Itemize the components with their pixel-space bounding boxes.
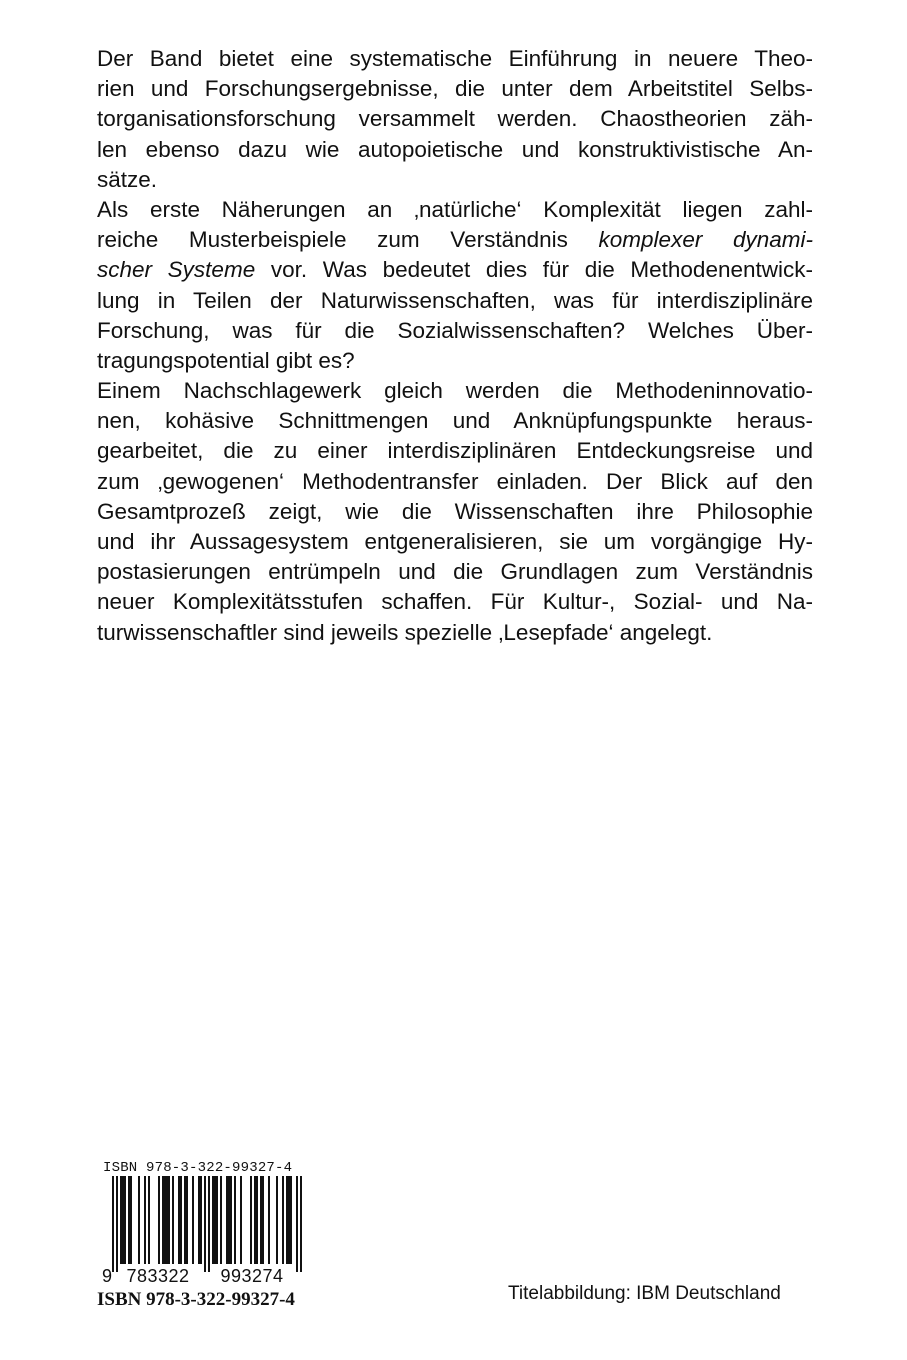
cover-image-credit: Titelabbildung: IBM Deutschland [508,1283,781,1304]
description-italic-phrase: scher Systeme [97,257,256,283]
description-line: nen, kohäsive Schnittmengen und Anknüpfungspunkte heraus- [97,408,813,434]
barcode-bar [172,1176,174,1264]
barcode-bar [262,1176,264,1264]
barcode-bar [144,1176,146,1264]
description-line: lung in Teilen der Naturwissenschaften, was für interdisziplinäre [97,287,813,313]
barcode-bar [130,1176,132,1264]
description-line: sätze. [97,166,158,192]
ean-barcode [98,1176,310,1286]
barcode-bar [276,1176,278,1264]
barcode-bar [282,1176,284,1264]
barcode-bar [124,1176,126,1264]
description-line [97,255,813,285]
barcode-bar [214,1176,216,1264]
barcode-bar [192,1176,194,1264]
description-line: gearbeitet, die zu einer interdisziplinären Entdeckungsreise und [97,438,813,464]
description-line: rien und Forschungsergebnisse, die unter dem Arbeitstitel Selbs- [97,76,813,102]
barcode-bar [120,1176,122,1264]
barcode-bar [290,1176,292,1264]
description-line: torganisationsforschung versammelt werden. Chaostheorien zäh- [97,106,813,132]
description-line: neuer Komplexitätsstufen schaffen. Für Kultur-, Sozial- und Na- [97,589,813,615]
barcode-bar [178,1176,180,1264]
description-line: tragungspotential gibt es? [97,347,355,373]
barcode-bar [286,1176,288,1264]
barcode-bar [240,1176,242,1264]
barcode-bar [296,1176,298,1272]
barcode-bar [158,1176,160,1264]
barcode-isbn-label: ISBN 978-3-322-99327-4 [103,1160,293,1176]
description-line: Gesamtprozeß zeigt, wie die Wissenschaften ihre Philosophie [97,498,813,524]
description-line: Einem Nachschlagewerk gleich werden die Methodeninnovatio- [97,378,813,404]
description-line: und ihr Aussagesystem entgeneralisieren, sie um vorgängige Hy- [97,529,813,554]
barcode-bar [112,1176,114,1272]
isbn-number: ISBN 978-3-322-99327-4 [97,1289,295,1310]
barcode-bar [128,1176,130,1264]
barcode-bar [208,1176,210,1272]
barcode-bar [212,1176,214,1264]
description-line: zum ‚gewogenen‘ Methodentransfer einladen. Der Blick auf den [97,468,813,494]
barcode-bar [256,1176,258,1264]
barcode-bar [184,1176,186,1264]
description-line: turwissenschaftler sind jeweils spezielle ‚Lesepfade‘ angelegt. [97,619,713,645]
barcode-right-digits: 993274 [220,1266,284,1286]
description-line: len ebenso dazu wie autopoietische und konstruktivistische An- [97,136,813,162]
barcode-first-digit: 9 [102,1266,113,1286]
barcode-bar [226,1176,228,1264]
description-italic-phrase: komplexer dynami- [598,227,813,253]
description-line-segment: vor. Was bedeutet dies für die Methodenentwick- [255,257,813,283]
barcode-bar [254,1176,256,1264]
barcode-bar [268,1176,270,1264]
barcode-bar [288,1176,290,1264]
barcode-bar [180,1176,182,1264]
description-line: Forschung, was für die Sozialwissenschaften? Welches Über- [97,317,813,343]
description-line: postasierungen entrümpeln und die Grundlagen zum Verständnis [97,559,813,585]
description-line-segment: reiche Musterbeispiele zum Verständnis [97,227,599,253]
barcode-bar [300,1176,302,1272]
barcode-bar [220,1176,222,1264]
barcode-bar [166,1176,168,1264]
barcode-left-digits: 783322 [126,1266,190,1286]
barcode-bar [148,1176,150,1264]
barcode-bar [198,1176,200,1264]
barcode-bar [216,1176,218,1264]
barcode-bar [228,1176,230,1264]
barcode-bar [204,1176,206,1272]
barcode-bar [200,1176,202,1264]
barcode-bar [122,1176,124,1264]
barcode-bar [162,1176,164,1264]
barcode-bar [260,1176,262,1264]
barcode-bar [250,1176,252,1264]
description-line [97,225,813,255]
barcode-bar [168,1176,170,1264]
barcode-bar [230,1176,232,1264]
description-line: Der Band bietet eine systematische Einführung in neuere Theo- [97,46,813,71]
description-line: Als erste Näherungen an ‚natürliche‘ Komplexität liegen zahl- [97,196,813,222]
barcode-bar [186,1176,188,1264]
barcode-bar [138,1176,140,1264]
barcode-bar [116,1176,118,1272]
barcode-bar [234,1176,236,1264]
barcode-bar [164,1176,166,1264]
back-cover-description [97,44,813,648]
